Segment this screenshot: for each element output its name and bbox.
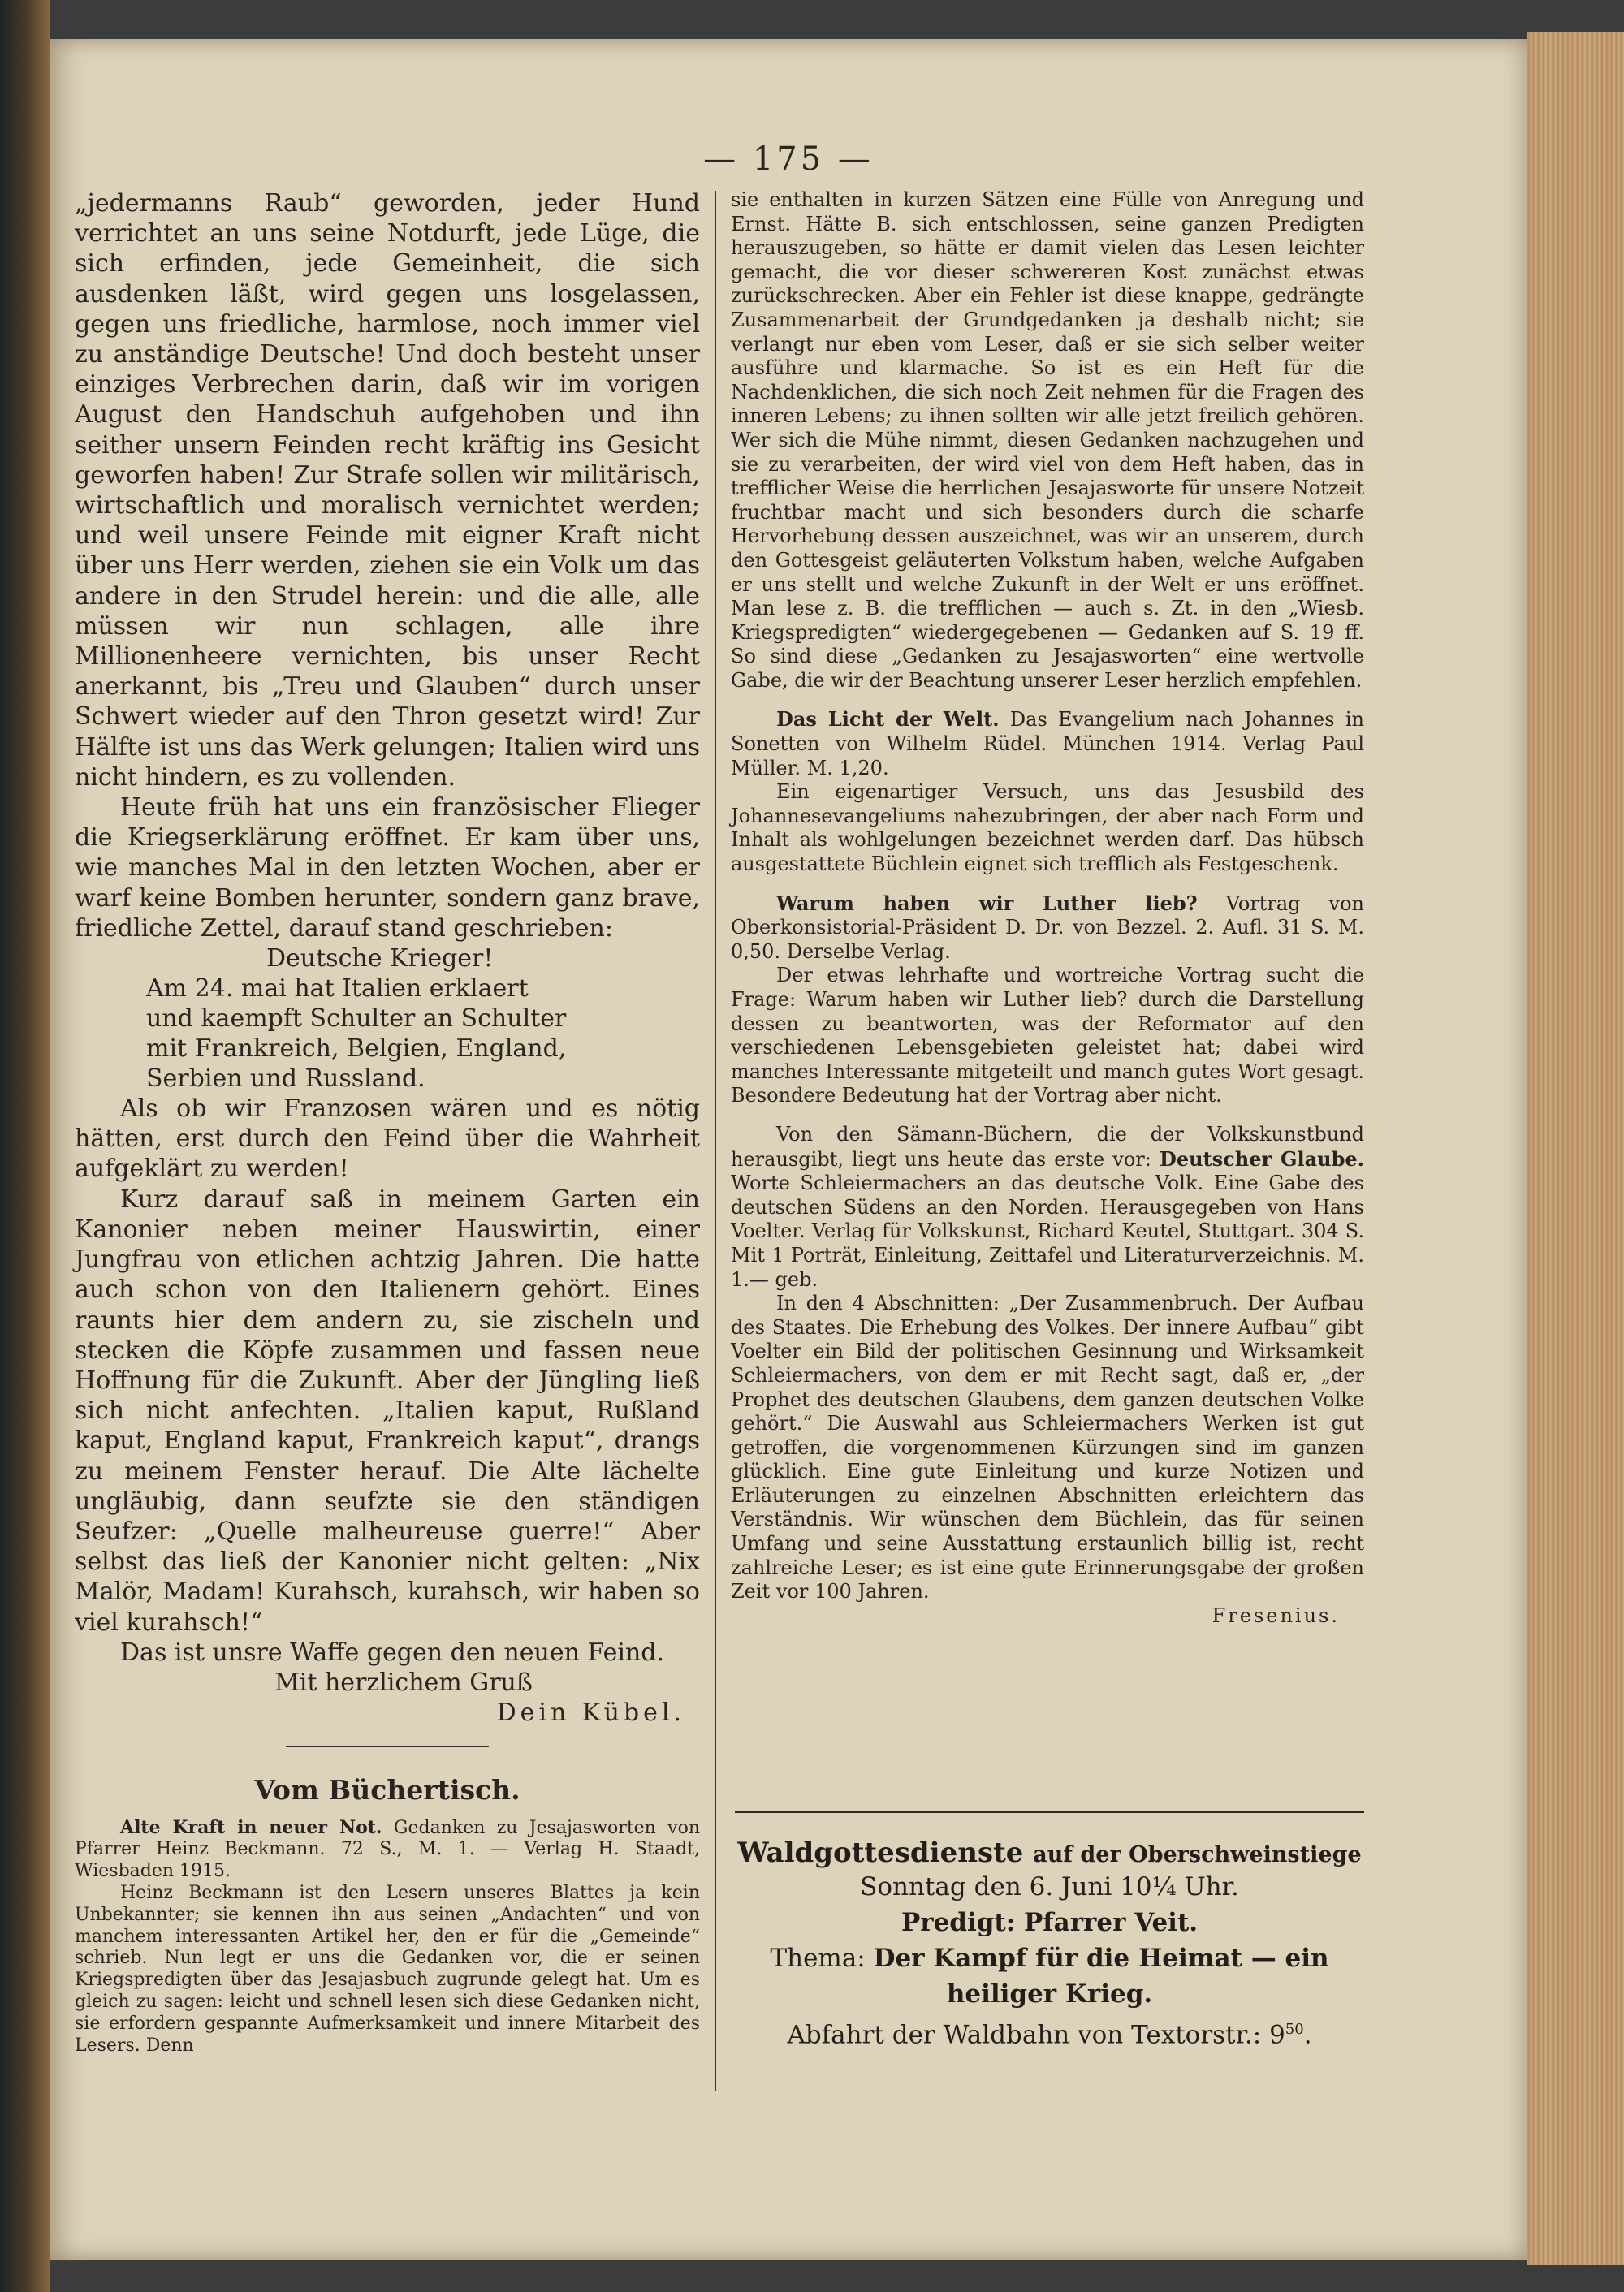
- review-entry: [731, 707, 1364, 780]
- review-meta: Worte Schleiermachers an das deutsche Volk. Eine Gabe des deutschen Südens an den Norden. Herausgegeben von Hans Voelter. Verlag für Volkskunst, Richard Keutel, Stuttgart. 304 S. Mit 1 Porträt, Einleitung, Zeittafel und Literaturverzeichnis. M. 1.— geb.: [731, 1172, 1364, 1291]
- announcement-sermon: Predigt: Pfarrer Veit.: [901, 1908, 1199, 1937]
- letter-paragraph: Das ist unsre Waffe gegen den neuen Feind.: [120, 1638, 665, 1667]
- announcement-departure: [735, 2012, 1364, 2052]
- departure-text: Abfahrt der Waldbahn von Textorstr.: 9: [787, 2020, 1285, 2050]
- page-edges: [1527, 32, 1624, 2265]
- theme-text: Der Kampf für die Heimat — ein heiliger Krieg.: [873, 1944, 1329, 2009]
- leaflet-line: Serbien und Russland.: [146, 1064, 425, 1094]
- review-meta: Das Evangelium nach Johannes in Sonetten von Wilhelm Rüdel. München 1914. Verlag Paul Müller. M. 1,20.: [731, 708, 1364, 779]
- review-entry: [75, 1817, 700, 1883]
- announcement-title-main: Waldgottesdienste: [737, 1837, 1024, 1869]
- announcement: [735, 1837, 1364, 2052]
- section-title: Vom Büchertisch.: [254, 1774, 520, 1806]
- review-text: Heinz Beckmann ist den Lesern unseres Blattes ja kein Unbekannter; sie kennen ihn aus seinen „Andachten“ und von manchem interessanten Artikel her, den er für die „Gemeinde“ schrieb. Nun legt er uns die Gedanken vor, die er seinen Kriegspredigten über das Jesajasbuch zugrunde gelegt hat. Um es gleich zu sagen: leicht und schnell lesen sich diese Gedanken nicht, sie erfordern gespannte Aufmerksamkeit und innere Mitarbeit des Lesers. Denn: [75, 1882, 700, 2056]
- review-title: Alte Kraft in neuer Not.: [120, 1816, 382, 1838]
- review-meta: Vortrag von Oberkonsistorial-Präsident D. Dr. von Bezzel. 2. Aufl. 31 S. M. 0,50. Derselbe Verlag.: [731, 891, 1365, 963]
- review-text: In den 4 Abschnitten: „Der Zusammenbruch. Der Aufbau des Staates. Die Erhebung des Volkes. Der innere Aufbau“ gibt Voelter ein Bild der politischen Gesinnung und Wirksamkeit Schleiermachers, von dem er mit Recht sagt, daß er, „der Prophet des deutschen Glaubens, dem ganzen deutschen Volke gehört.“ Die Auswahl aus Schleiermachers Werken ist gut getroffen, die vorgenommenen Kürzungen sind im ganzen glücklich. Eine gute Einleitung und kurze Notizen und Erläuterungen zu einzelnen Abschnitten erleichtern das Verständnis. Wir wünschen dem Büchlein, das für seinen Umfang und seine Ausstattung erstaunlich billig ist, recht zahlreiche Leser; es ist eine gute Erinnerungsgabe der großen Zeit vor 100 Jahren.: [731, 1292, 1364, 1604]
- review-entry: [731, 891, 1364, 965]
- announcement-theme: [735, 1940, 1364, 2012]
- letter-signature: Dein Kübel.: [496, 1698, 685, 1728]
- review-author: Fresenius.: [1212, 1604, 1340, 1627]
- announcement-date: Sonntag den 6. Juni 10¼ Uhr.: [860, 1872, 1239, 1901]
- theme-label: Thema:: [770, 1944, 866, 1973]
- leaflet-line: Am 24. mai hat Italien erklaert: [146, 974, 529, 1004]
- review-title: Das Licht der Welt.: [776, 707, 1000, 732]
- section-rule: [286, 1746, 489, 1747]
- letter-paragraph: Kurz darauf saß in meinem Garten ein Kanonier neben meiner Hauswirtin, einer Jungfrau von etlichen achtzig Jahren. Die hatte auch schon von den Italienern gehört. Eines raunts hier dem andern zu, sie zischeln und stecken die Köpfe zusammen und fassen neue Hoffnung für die Zukunft. Aber der Jüngling ließ sich nicht anfechten. „Italien kaput, Rußland kaput, England kaput, Frankreich kaput“, drangs zu meinem Fenster herauf. Die Alte lächelte ungläubig, dann seufzte sie den ständigen Seufzer: „Quelle malheureuse guerre!“ Aber selbst das ließ der Kanonier nicht gelten: „Nix Malör, Madam! Kurahsch, kurahsch, wir haben so viel kurahsch!“: [75, 1185, 700, 1637]
- letter-paragraph: „jedermanns Raub“ geworden, jeder Hund verrichtet an uns seine Notdurft, jede Lüge, die sich erfinden, jede Gemeinheit, die sich ausdenken läßt, wird gegen uns losgelassen, gegen uns friedliche, harmlose, noch immer viel zu anständige Deutsche! Und doch besteht unser einziges Verbrechen darin, daß wir im vorigen August den Handschuh aufgehoben und ihn seither unsern Feinden recht kräftig ins Gesicht geworfen haben! Zur Strafe sollen wir militärisch, wirtschaftlich und moralisch vernichtet werden; und weil unsere Feinde mit eigner Kraft nicht über uns Herr werden, ziehen sie ein Volk um das andere in den Strudel herein: und die alle, alle müssen wir nun schlagen, alle ihre Millionenheere vernichten, bis unser Recht anerkannt, bis „Treu und Glauben“ durch unser Schwert wieder auf den Thron gesetzt wird! Zur Hälfte ist uns das Werk gelungen; Italien wird uns nicht hindern, es zu vollenden.: [75, 189, 700, 792]
- review-intro: Von den Sämann-Büchern, die der Volkskunstbund herausgibt, liegt uns heute das erste vor:: [731, 1122, 1364, 1171]
- departure-end: .: [1303, 2020, 1312, 2050]
- leaflet-line: mit Frankreich, Belgien, England,: [146, 1034, 567, 1064]
- review-title: Warum haben wir Luther lieb?: [776, 891, 1198, 915]
- announcement-title: [735, 1837, 1364, 1869]
- page-number: — 175 —: [703, 140, 874, 178]
- leaflet-line: Deutsche Krieger!: [266, 944, 494, 973]
- review-text: sie enthalten in kurzen Sätzen eine Fülle von Anregung und Ernst. Hätte B. sich entschlossen, seine ganzen Predigten herauszugeben, so hätte er damit vielen das Lesen leichter gemacht, die vor dieser schwereren Kost zunächst etwas zurückschrecken. Aber ein Fehler ist diese knappe, gedrängte Zusammenarbeit der Grundgedanken ja deshalb nicht; sie verlangt nur eben vom Leser, daß er sie sich selber weiter ausführe und klarmache. So ist es ein Heft für die Nachdenklichen, die sich noch Zeit nehmen für die Fragen des inneren Lebens; zu ihnen sollten wir alle jetzt freilich gehören. Wer sich die Mühe nimmt, diesen Gedanken nachzugehen und sie zu verarbeiten, der wird viel von dem Heft haben, das in trefflicher Weise die herrlichen Jesajasworte für unsere Notzeit fruchtbar macht und sich besonders durch die scharfe Hervorhebung dessen auszeichnet, was wir an unserem, durch den Gottesgeist geläuterten Volkstum haben, welche Aufgaben er uns stellt und welche Zukunft in der Welt er uns eröffnet. Man lese z. B. die trefflichen — auch s. Zt. in den „Wiesb. Kriegspredigten“ wiedergegebenen — Gedanken auf S. 19 ff. So sind diese „Gedanken zu Jesajasworten“ eine wertvolle Gabe, die wir der Beachtung unserer Leser herzlich empfehlen.: [731, 188, 1364, 692]
- left-column: [75, 188, 700, 2057]
- review-meta: Gedanken zu Jesajasworten von Pfarrer Heinz Beckmann. 72 S., M. 1. — Verlag H. Staadt, Wiesbaden 1915.: [75, 1817, 700, 1882]
- column-divider: [715, 191, 716, 2091]
- letter-greeting: Mit herzlichem Gruß: [274, 1668, 533, 1697]
- review-title: Deutscher Glaube.: [1160, 1146, 1364, 1171]
- announcement-title-rest: auf der Oberschweinstiege: [1033, 1842, 1362, 1867]
- announcement-rule: [735, 1811, 1364, 1813]
- departure-minutes: 50: [1285, 2021, 1304, 2038]
- leaflet-quote: [75, 943, 700, 1094]
- letter-paragraph: Heute früh hat uns ein französischer Flieger die Kriegserklärung eröffnet. Er kam über uns, wie manches Mal in den letzten Wochen, aber er warf keine Bomben herunter, sondern ganz brave, friedliche Zettel, darauf stand geschrieben:: [75, 793, 700, 943]
- leaflet-line: und kaempft Schulter an Schulter: [146, 1004, 567, 1034]
- review-text: Der etwas lehrhafte und wortreiche Vortrag sucht die Frage: Warum haben wir Luther lieb? durch die Darstellung dessen zu beantworten, was der Reformator auf den verschiedenen Lebensgebieten geleistet hat; dabei wird manches Interessante mitgeteilt und manch gutes Wort gesagt. Besondere Bedeutung hat der Vortrag aber nicht.: [731, 964, 1364, 1107]
- letter-paragraph: Als ob wir Franzosen wären und es nötig hätten, erst durch den Feind über die Wahrheit aufgeklärt zu werden!: [75, 1094, 700, 1184]
- right-column: [731, 188, 1364, 1628]
- review-entry: [731, 1123, 1364, 1292]
- book-binding: [0, 0, 50, 2292]
- review-text: Ein eigenartiger Versuch, uns das Jesusbild des Johannesevangeliums nahezubringen, der aber nach Form und Inhalt als wohlgelungen bezeichnet werden darf. Das hübsch ausgestattete Büchlein eignet sich trefflich als Festgeschenk.: [731, 780, 1364, 876]
